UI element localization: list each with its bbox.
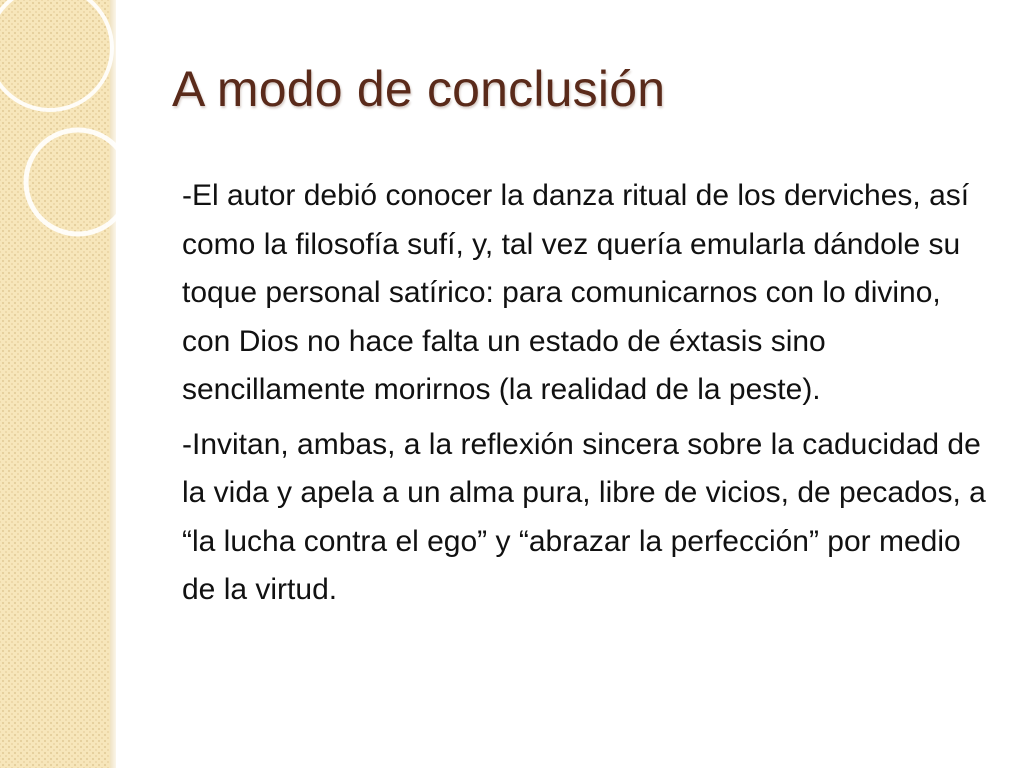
- body-paragraph-2: -Invitan, ambas, a la reflexión sincera sobre la caducidad de la vida y apela a un alma pura, libre de vicios, de pecados, a “la lucha contra el ego” y “abrazar la perfección” por medio de la virtud.: [182, 427, 986, 606]
- decorative-ring-upper: [0, 0, 112, 110]
- slide-title: A modo de conclusión: [172, 61, 666, 117]
- slide-body: [182, 172, 997, 621]
- body-paragraph-1: -El autor debió conocer la danza ritual de los derviches, así como la filosofía sufí, y, tal vez quería emularla dándole su toque personal satírico: para comunicarnos con lo divino, con Dios no hace falta un estado de éxtasis sino sencillamente morirnos (la realidad de la peste).: [182, 179, 970, 406]
- decorative-ring-lower: [26, 130, 130, 234]
